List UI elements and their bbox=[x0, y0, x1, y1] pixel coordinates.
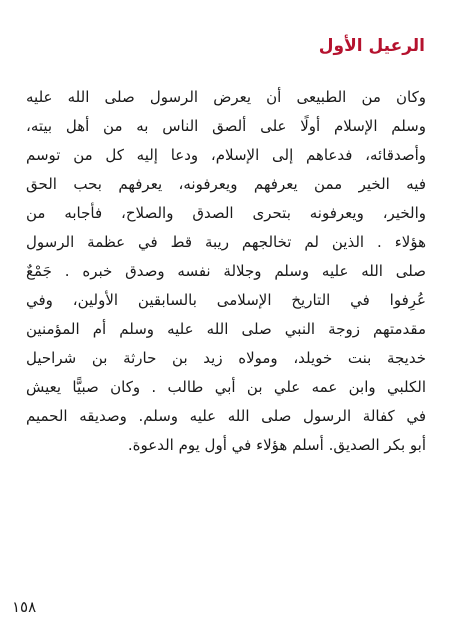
paragraph-line: مقدمتهم زوجة النبي صلى الله عليه وسلم أم المؤمنين bbox=[26, 320, 426, 338]
paragraph-line: عُرِفوا في التاريخ الإسلامى بالسابقين الأولين، وفي bbox=[26, 291, 426, 309]
paragraph-line: أبو بكر الصديق. أسلم هؤلاء في أول يوم الدعوة. bbox=[127, 436, 426, 454]
paragraph-line: خديجة بنت خويلد، ومولاه زيد بن حارثة بن شراحيل bbox=[26, 349, 426, 367]
body-paragraph bbox=[26, 83, 426, 460]
paragraph-line: وسلم الإسلام أولًا على ألصق الناس به من أهل بيته، bbox=[26, 117, 426, 135]
paragraph-line: فيه الخير ممن يعرفهم ويعرفونه، يعرفهم بحب الحق bbox=[26, 175, 426, 193]
page-number: ١٥٨ bbox=[12, 598, 37, 616]
paragraph-line: والخير، ويعرفونه بتحرى الصدق والصلاح، فأجابه من bbox=[26, 204, 426, 222]
paragraph-line: هؤلاء . الذين لم تخالجهم ريبة قط في عظمة الرسول bbox=[26, 233, 426, 251]
paragraph-line: وكان من الطبيعى أن يعرض الرسول صلى الله عليه bbox=[26, 88, 426, 106]
paragraph-line: وأصدقائه، فدعاهم إلى الإسلام، ودعا إليه كل من توسم bbox=[26, 146, 426, 164]
section-heading: الرعيل الأول bbox=[318, 36, 425, 56]
paragraph-line: في كفالة الرسول صلى الله عليه وسلم. وصديقه الحميم bbox=[26, 407, 426, 425]
paragraph-line: الكلبي وابن عمه علي بن أبي طالب . وكان صبيًّا يعيش bbox=[26, 378, 426, 396]
paragraph-line: صلى الله عليه وسلم وجلالة نفسه وصدق خبره . جَمْعٌ bbox=[26, 262, 426, 280]
